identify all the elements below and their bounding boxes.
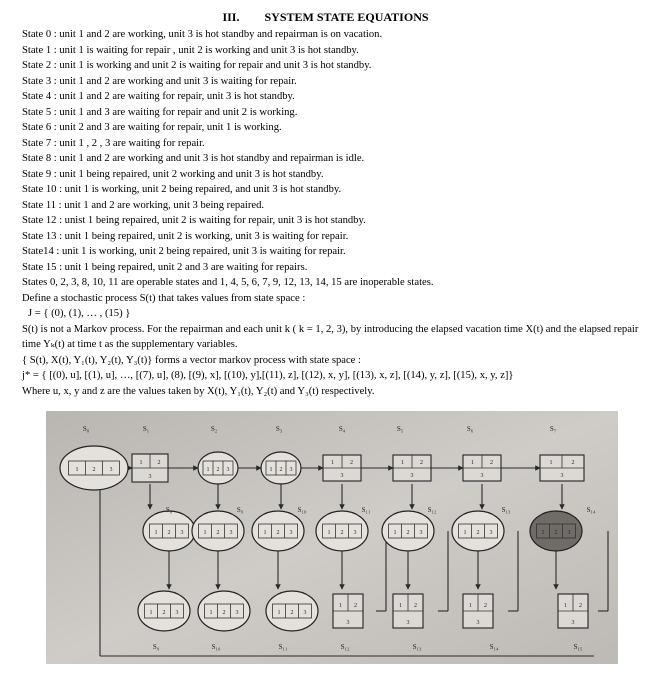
- state-label: S₁: [142, 425, 150, 433]
- state-space-line: J = { (0), (1), … , (15) }: [28, 308, 131, 319]
- unit-number: 1: [549, 460, 553, 466]
- unit-number: 2: [222, 610, 226, 616]
- unit-number: 2: [420, 460, 423, 466]
- body-text: [22, 27, 642, 399]
- unit-number: 1: [331, 460, 334, 466]
- unit-number: 3: [480, 473, 484, 479]
- state-label: S₁₅: [573, 643, 583, 651]
- unit-number: 3: [567, 530, 571, 536]
- state-label: S₅: [396, 425, 404, 433]
- section-heading: [0, 10, 651, 25]
- state-line: State 0 : unit 1 and 2 are working, unit 3 is hot standby and repairman is on vacation.: [22, 29, 383, 40]
- state-line: State 5 : unit 1 and 3 are waiting for repair and unit 2 is working.: [22, 106, 298, 118]
- unit-number: 3: [148, 474, 152, 480]
- state-line: State 9 : unit 1 being repaired, unit 2 working and unit 3 is hot standby.: [22, 168, 324, 180]
- unit-number: 2: [216, 467, 220, 473]
- unit-number: 2: [354, 603, 357, 609]
- unit-number: 3: [180, 530, 184, 536]
- unit-number: 3: [235, 610, 239, 616]
- state-label: S₀: [82, 425, 90, 433]
- unit-number: 3: [229, 530, 233, 536]
- unit-number: 1: [149, 610, 153, 616]
- diagram-svg: [46, 411, 618, 664]
- unit-number: 2: [406, 530, 410, 536]
- unit-number: 3: [289, 530, 293, 536]
- state-label: S₁₀: [297, 506, 307, 514]
- unit-number: 1: [203, 530, 207, 536]
- state-line: State 4 : unit 1 and 2 are waiting for repair, unit 3 is hot standby.: [22, 91, 295, 102]
- unit-number: 3: [489, 530, 493, 536]
- unit-number: 2: [279, 467, 283, 473]
- state-label: S₃: [275, 425, 283, 433]
- unit-number: 1: [209, 610, 213, 616]
- operable-states-line: States 0, 2, 3, 8, 10, 11 are operable states and 1, 4, 5, 6, 7, 9, 12, 13, 14, 15 are inoperable states.: [22, 277, 434, 288]
- unit-number: 2: [350, 460, 353, 466]
- unit-number: 2: [216, 530, 220, 536]
- state-label: S₁₄: [489, 643, 499, 651]
- state-line: State 13 : unit 1 being repaired, unit 2 is working, unit 3 is waiting for repair.: [22, 230, 349, 242]
- unit-number: 1: [399, 603, 402, 609]
- unit-number: 3: [410, 473, 414, 479]
- state-label: S₂: [210, 425, 218, 433]
- state-label: S₁₂: [340, 643, 350, 651]
- state-line: State 8 : unit 1 and 2 are working and unit 3 is hot standby and repairman is idle.: [22, 153, 365, 164]
- unit-number: 2: [571, 460, 575, 466]
- state-line: State 12 : unist 1 being repaired, unit 2 is waiting for repair, unit 3 is hot standby.: [22, 215, 366, 226]
- state-transition-diagram: [46, 411, 618, 664]
- state-label: S₁₀: [211, 643, 221, 651]
- unit-number: 1: [564, 603, 567, 609]
- unit-number: 2: [276, 530, 280, 536]
- state-line: State 15 : unit 1 being repaired, unit 2 and 3 are waiting for repairs.: [22, 261, 308, 273]
- unit-number: 2: [554, 530, 558, 536]
- state-line: State 6 : unit 2 and 3 are waiting for repair, unit 1 is working.: [22, 122, 282, 133]
- unit-number: 3: [560, 473, 564, 479]
- unit-number: 3: [303, 610, 307, 616]
- state-label: S₈: [165, 506, 173, 514]
- state-label: S₁₁: [278, 643, 288, 651]
- unit-number: 2: [157, 460, 161, 466]
- unit-number: 1: [263, 530, 267, 536]
- unit-number: 3: [226, 467, 230, 473]
- unit-number: 3: [353, 530, 357, 536]
- state-line: State 11 : unit 1 and 2 are working, unit 3 being repaired.: [22, 199, 265, 211]
- unit-number: 1: [469, 603, 472, 609]
- unit-number: 1: [327, 530, 331, 536]
- vector-process-line: { S(t), X(t), Y₁(t), Y₂(t), Y₃(t)} forms a vector markov process with state space :: [22, 354, 361, 366]
- unit-number: 2: [490, 460, 493, 466]
- unit-number: 3: [109, 467, 113, 473]
- unit-number: 3: [340, 473, 344, 479]
- state-line: State 1 : unit 1 is waiting for repair , unit 2 is working and unit 3 is hot standby.: [22, 44, 359, 56]
- unit-number: 2: [92, 467, 96, 473]
- unit-number: 1: [277, 610, 281, 616]
- unit-number: 1: [75, 467, 79, 473]
- markov-paragraph: S(t) is not a Markov process. For the repairman and each unit k ( k = 1, 2, 3), by introducing the elapsed vacation time X(t) and the elapsed repair time Yₖ(t) at time t as the supplementary variables.: [22, 323, 639, 350]
- unit-number: 2: [476, 530, 480, 536]
- unit-number: 2: [290, 610, 294, 616]
- unit-number: 2: [484, 603, 487, 609]
- unit-number: 2: [167, 530, 171, 536]
- unit-number: 1: [541, 530, 545, 536]
- unit-number: 1: [463, 530, 467, 536]
- unit-number: 3: [571, 620, 575, 626]
- unit-number: 3: [175, 610, 179, 616]
- unit-number: 2: [414, 603, 417, 609]
- unit-number: 3: [406, 620, 410, 626]
- state-label: S₁₁: [361, 506, 371, 514]
- unit-number: 3: [346, 620, 350, 626]
- unit-number: 1: [206, 467, 210, 473]
- state-line: State14 : unit 1 is working, unit 2 being repaired, unit 3 is waiting for repair.: [22, 246, 346, 257]
- state-label: S₁₂: [427, 506, 437, 514]
- unit-number: 1: [401, 460, 404, 466]
- unit-number: 1: [393, 530, 397, 536]
- state-label: S₆: [466, 425, 474, 433]
- state-label: S₇: [549, 425, 557, 433]
- unit-number: 3: [419, 530, 423, 536]
- unit-number: 2: [579, 603, 582, 609]
- state-label: S₉: [236, 506, 244, 514]
- state-label: S₄: [338, 425, 346, 433]
- unit-number: 1: [471, 460, 474, 466]
- state-label: S₉: [152, 643, 160, 651]
- state-line: State 10 : unit 1 is working, unit 2 being repaired, and unit 3 is hot standby.: [22, 184, 342, 195]
- state-label: S₁₄: [586, 506, 596, 514]
- unit-number: 1: [269, 467, 273, 473]
- state-line: State 2 : unit 1 is working and unit 2 is waiting for repair and unit 3 is hot standby.: [22, 60, 372, 71]
- extended-state-space-line: j* = { [(0), u], [(1), u], …, [(7), u], (8), [(9), x], [(10), y],[(11), z], [(12), x, y], [(13), x, z], [(14), y, z], [(15), x, y, z]}: [22, 370, 514, 381]
- section-number: III.: [222, 10, 240, 24]
- unit-number: 2: [162, 610, 166, 616]
- unit-number: 3: [476, 620, 480, 626]
- define-process-line: Define a stochastic process S(t) that takes values from state space :: [22, 292, 306, 304]
- state-line: State 7 : unit 1 , 2 , 3 are waiting for repair.: [22, 137, 205, 149]
- unit-number: 1: [339, 603, 342, 609]
- unit-number: 2: [340, 530, 344, 536]
- section-title: SYSTEM STATE EQUATIONS: [264, 10, 429, 24]
- state-line: State 3 : unit 1 and 2 are working and unit 3 is waiting for repair.: [22, 75, 297, 87]
- state-label: S₁₃: [501, 506, 511, 514]
- state-label: S₁₃: [412, 643, 422, 651]
- unit-number: 3: [289, 467, 293, 473]
- where-line: Where u, x, y and z are the values taken by X(t), Y₁(t), Y₂(t) and Y₃(t) respectively.: [22, 385, 375, 397]
- unit-number: 1: [154, 530, 158, 536]
- unit-number: 1: [139, 460, 143, 466]
